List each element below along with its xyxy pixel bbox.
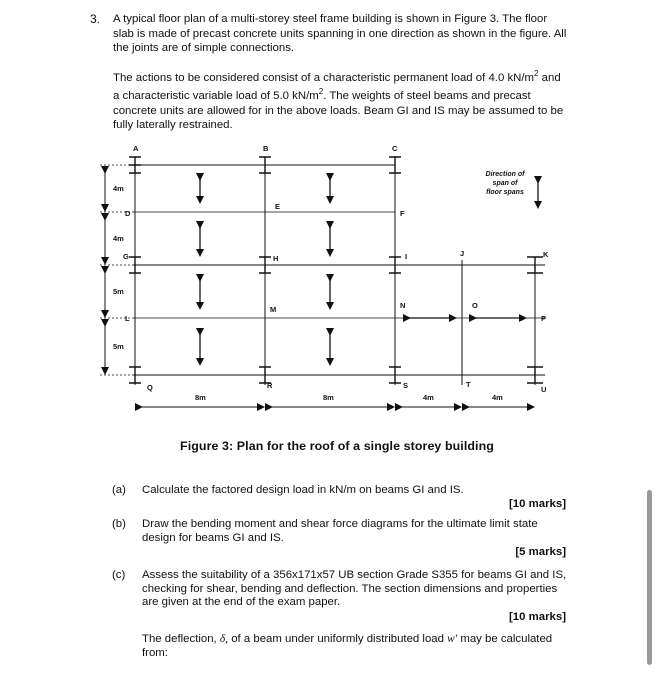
scrollbar[interactable]: [647, 490, 652, 665]
node-p-label: P: [541, 314, 547, 323]
node-l-label: L: [125, 314, 130, 323]
question-number: 3.: [90, 12, 101, 26]
part-c-text: Assess the suitability of a 356x171x57 UB section Grade S355 for beams GI and IS, checking for shear, bending and deflection. The section dimensions and properties are given at the end of the exam paper.: [142, 569, 567, 608]
part-c-label: (c): [112, 569, 126, 581]
node-e-label: E: [275, 202, 281, 211]
legend-line-1: Direction of: [485, 171, 525, 178]
node-n-label: N: [400, 301, 406, 310]
deflection-note: The deflection, δ, of a beam under uniformly distributed load w' may be calculated from:: [142, 633, 553, 659]
part-a-label: (a): [112, 484, 126, 496]
dim-left-4: 5m: [113, 342, 124, 351]
node-k-label: K: [543, 250, 549, 259]
node-q-label: Q: [147, 383, 153, 392]
part-b-text: Draw the bending moment and shear force diagrams for the ultimate limit state design for beams GI and IS.: [142, 518, 538, 544]
node-t-label: T: [466, 380, 471, 389]
dim-bottom-1: 8m: [195, 393, 206, 402]
part-c-marks: [10 marks]: [509, 611, 566, 623]
node-m-label: M: [270, 305, 277, 314]
node-h-label: H: [273, 254, 279, 263]
node-s-label: S: [403, 381, 409, 390]
node-u-label: U: [541, 385, 547, 394]
node-i-label: I: [405, 252, 408, 261]
legend-line-3: floor spans: [486, 189, 524, 196]
node-d-label: D: [125, 209, 131, 218]
floor-plan-figure: [95, 140, 565, 430]
part-b-label: (b): [112, 518, 126, 530]
dim-bottom-4: 4m: [492, 393, 503, 402]
gridline-c-label: C: [392, 144, 398, 153]
gridline-b-label: B: [263, 144, 269, 153]
node-r-label: R: [267, 381, 273, 390]
legend-line-2: span of: [492, 180, 518, 187]
node-g-label: G: [123, 252, 129, 261]
question-intro: A typical floor plan of a multi-storey steel frame building is shown in Figure 3. The floor slab is made of precast concrete units spanning in one direction as shown in the figure. All the joints are of simple connections.: [113, 13, 567, 54]
part-a-text: Calculate the factored design load in kN/m on beams GI and IS.: [142, 484, 464, 496]
part-a-marks: [10 marks]: [509, 498, 566, 510]
dim-left-1: 4m: [113, 184, 124, 193]
part-b-marks: [5 marks]: [515, 546, 566, 558]
figure-caption: Figure 3: Plan for the roof of a single storey building: [180, 439, 494, 453]
node-f-label: F: [400, 209, 405, 218]
node-o-label: O: [472, 301, 478, 310]
dim-bottom-2: 8m: [323, 393, 334, 402]
dim-left-3: 5m: [113, 287, 124, 296]
actions-paragraph: The actions to be considered consist of a characteristic permanent load of 4.0 $kN/m^2$ and a characteristic variable load of 5.0 $kN/m^2$. The weights of steel beams and precast concrete units are allowed for in the above loads. Beam GI and IS may be assumed to be fully laterally restrained.: [113, 69, 564, 132]
dim-bottom-3: 4m: [423, 393, 434, 402]
node-j-label: J: [460, 249, 465, 258]
dim-left-2: 4m: [113, 234, 124, 243]
gridline-a-label: A: [133, 144, 139, 153]
